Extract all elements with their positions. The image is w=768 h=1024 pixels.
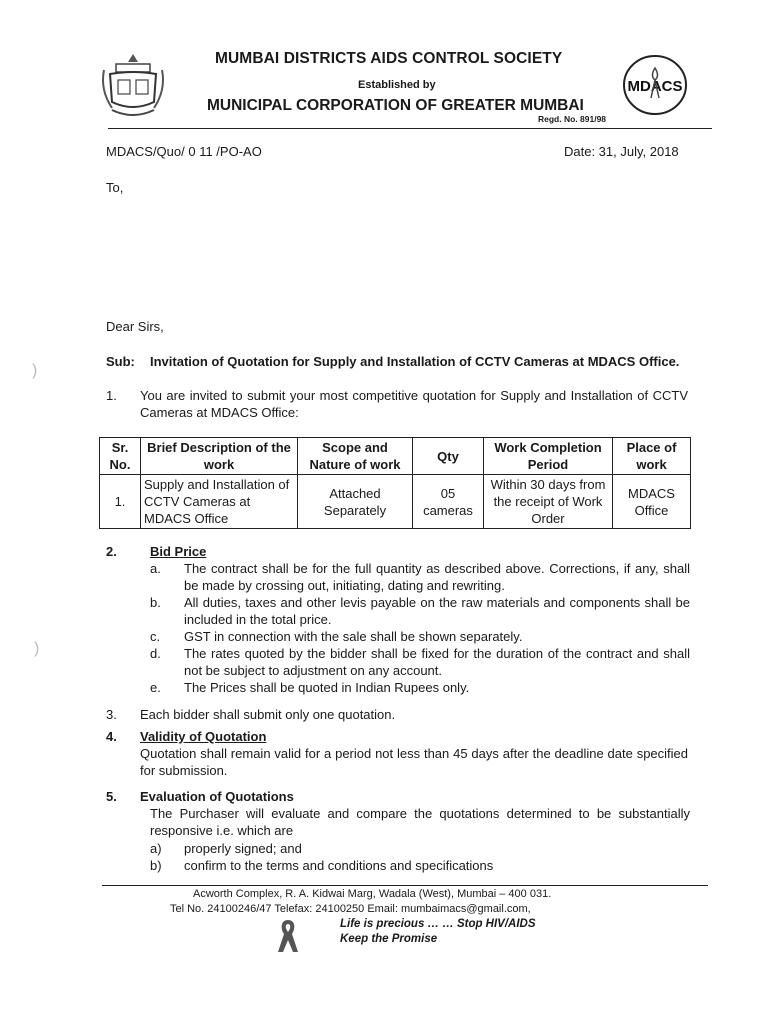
list-text: confirm to the terms and conditions and specifications: [184, 858, 494, 873]
subject-label: Sub:: [106, 354, 135, 369]
item-number: 2.: [106, 544, 117, 559]
list-text: GST in connection with the sale shall be shown separately.: [184, 629, 523, 644]
list-letter: a): [150, 841, 162, 856]
section-heading: Bid Price: [150, 544, 207, 559]
table-header: Sr. No.: [100, 438, 141, 475]
bid-price-list: [150, 560, 690, 696]
list-text: The Prices shall be quoted in Indian Rupees only.: [184, 680, 470, 695]
footer-address: Acworth Complex, R. A. Kidwai Marg, Wadala (West), Mumbai – 400 031.: [193, 888, 552, 900]
item-number: 4.: [106, 729, 117, 744]
list-text: properly signed; and: [184, 841, 302, 856]
reference-number: MDACS/Quo/ 0 11 /PO-AO: [106, 144, 262, 159]
recipient-label: To,: [106, 180, 124, 195]
item-text: Quotation shall remain valid for a period not less than 45 days after the deadline date specified for submission.: [140, 746, 688, 778]
item-number: 1.: [106, 388, 117, 403]
list-text: All duties, taxes and other levis payable on the raw materials and components shall be included in the total price.: [184, 595, 690, 627]
table-cell: 05 cameras: [413, 475, 484, 529]
table-header-row: [100, 438, 691, 475]
footer-slogan-secondary: Keep the Promise: [340, 933, 438, 945]
header-divider: [108, 128, 712, 129]
red-ribbon-icon: [275, 918, 301, 954]
subject-text: Invitation of Quotation for Supply and Installation of CCTV Cameras at MDACS Office.: [150, 354, 680, 369]
table-cell: MDACS Office: [613, 475, 691, 529]
corporation-name: MUNICIPAL CORPORATION OF GREATER MUMBAI: [207, 97, 584, 114]
salutation: Dear Sirs,: [106, 319, 164, 334]
quotation-table: [99, 437, 691, 529]
table-cell: Attached Separately: [298, 475, 413, 529]
list-item: [150, 679, 690, 696]
list-text: The contract shall be for the full quantity as described above. Corrections, if any, shall be made by crossing out, initiating, dating and rewriting.: [184, 561, 690, 593]
list-letter: c.: [150, 629, 161, 644]
evaluation-list: [150, 840, 690, 874]
footer-contact: Tel No. 24100246/47 Telefax: 24100250 Email: mumbaimacs@gmail.com,: [170, 903, 531, 915]
footer-divider: [102, 885, 708, 886]
list-item: [150, 645, 690, 679]
table-cell: 1.: [100, 475, 141, 529]
list-letter: b): [150, 858, 162, 873]
list-letter: a.: [150, 561, 161, 576]
item-text: Each bidder shall submit only one quotation.: [140, 707, 396, 722]
list-item: [150, 560, 690, 594]
letter-date: Date: 31, July, 2018: [564, 144, 679, 159]
emblem-logo: [98, 50, 168, 120]
table-header: Scope and Nature of work: [298, 438, 413, 475]
list-item: [150, 628, 690, 645]
item-number: 3.: [106, 707, 117, 722]
item-text: The Purchaser will evaluate and compare the quotations determined to be substantially responsive i.e. which are: [150, 806, 690, 838]
table-cell: Supply and Installation of CCTV Cameras at MDACS Office: [141, 475, 298, 529]
table-header: Qty: [413, 438, 484, 475]
table-cell: Within 30 days from the receipt of Work Order: [484, 475, 613, 529]
list-item: [150, 857, 690, 874]
list-item: [150, 594, 690, 628]
list-letter: e.: [150, 680, 161, 695]
table-row: [100, 475, 691, 529]
list-item: [150, 840, 690, 857]
list-letter: d.: [150, 646, 161, 661]
table-header: Work Completion Period: [484, 438, 613, 475]
svg-text:MDACS: MDACS: [627, 78, 683, 95]
list-letter: b.: [150, 595, 161, 610]
section-heading: Validity of Quotation: [140, 729, 267, 744]
established-by: Established by: [358, 79, 436, 91]
organization-title: MUMBAI DISTRICTS AIDS CONTROL SOCIETY: [215, 50, 563, 67]
item-number: 5.: [106, 789, 117, 804]
mdacs-logo: [622, 54, 688, 116]
item-text: You are invited to submit your most competitive quotation for Supply and Installation of CCTV Cameras at MDACS Office:: [140, 388, 688, 420]
table-header: Place of work: [613, 438, 691, 475]
registration-number: Regd. No. 891/98: [538, 114, 607, 124]
section-heading: Evaluation of Quotations: [140, 789, 294, 804]
punch-mark: ): [34, 640, 40, 657]
list-text: The rates quoted by the bidder shall be fixed for the duration of the contract and shall not be subject to adjustment on any account.: [184, 646, 690, 678]
punch-mark: ): [32, 362, 38, 379]
footer-slogan: Life is precious … … Stop HIV/AIDS: [340, 918, 536, 930]
table-header: Brief Description of the work: [141, 438, 298, 475]
